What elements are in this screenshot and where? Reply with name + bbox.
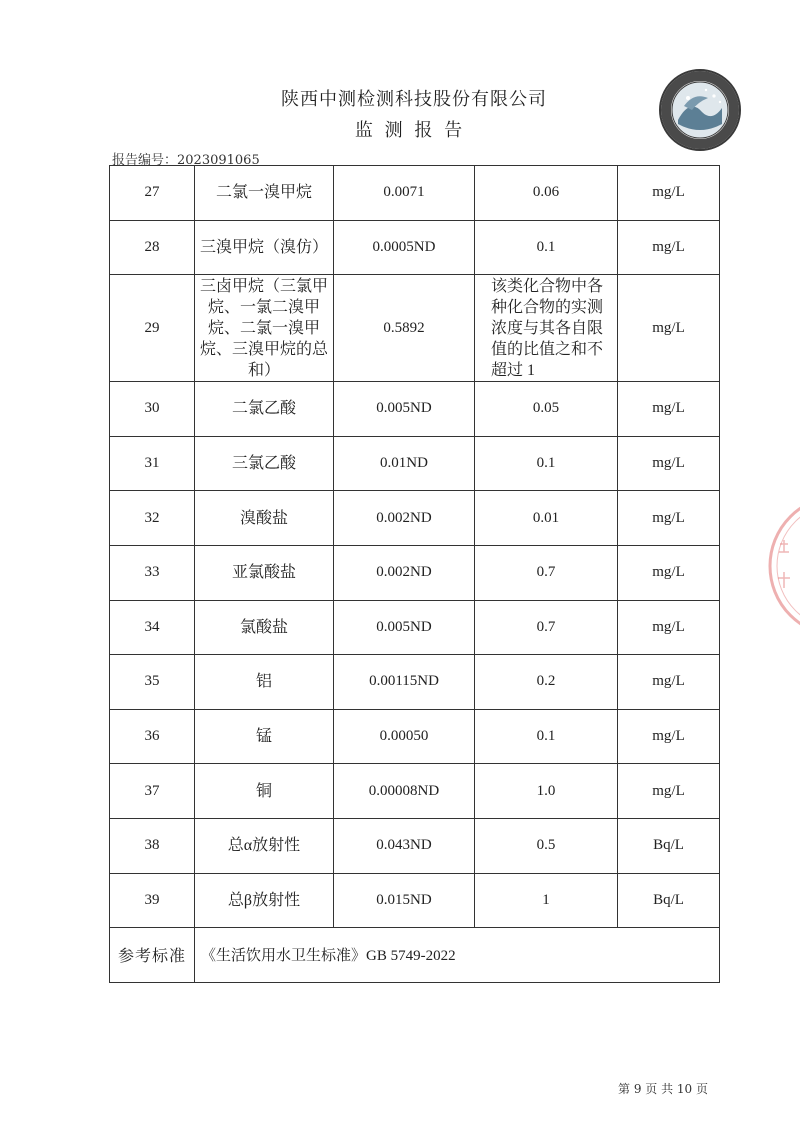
- item-name: 总β放射性: [195, 873, 334, 928]
- limit-value: 0.2: [475, 655, 618, 710]
- item-name: 三溴甲烷（溴仿）: [195, 220, 334, 275]
- limit-value: 0.1: [475, 709, 618, 764]
- row-number: 33: [110, 545, 195, 600]
- unit: mg/L: [618, 382, 720, 437]
- item-name: 铝: [195, 655, 334, 710]
- table-row: [110, 545, 720, 600]
- row-number: 32: [110, 491, 195, 546]
- result-value: 0.005ND: [334, 600, 475, 655]
- unit: mg/L: [618, 764, 720, 819]
- table-row: [110, 382, 720, 437]
- unit: mg/L: [618, 709, 720, 764]
- row-number: 29: [110, 275, 195, 382]
- row-number: 39: [110, 873, 195, 928]
- item-name: 二氯一溴甲烷: [195, 166, 334, 221]
- limit-value: 0.01: [475, 491, 618, 546]
- row-number: 35: [110, 655, 195, 710]
- result-value: 0.0005ND: [334, 220, 475, 275]
- result-value: 0.0071: [334, 166, 475, 221]
- item-name: 总α放射性: [195, 818, 334, 873]
- unit: mg/L: [618, 491, 720, 546]
- unit: mg/L: [618, 275, 720, 382]
- table-row: [110, 491, 720, 546]
- item-name: 二氯乙酸: [195, 382, 334, 437]
- table-row: [110, 709, 720, 764]
- limit-value: 0.7: [475, 600, 618, 655]
- reference-label: 参考标准: [110, 928, 195, 983]
- table-row: [110, 436, 720, 491]
- report-number-value: 2023091065: [177, 153, 260, 168]
- item-name: 三卤甲烷（三氯甲烷、一氯二溴甲烷、二氯一溴甲烷、三溴甲烷的总和）: [195, 275, 334, 382]
- limit-value: 0.05: [475, 382, 618, 437]
- unit: mg/L: [618, 655, 720, 710]
- unit: mg/L: [618, 545, 720, 600]
- result-value: 0.002ND: [334, 491, 475, 546]
- result-value: 0.00115ND: [334, 655, 475, 710]
- company-name: 陕西中测检测科技股份有限公司: [281, 89, 547, 110]
- unit: mg/L: [618, 166, 720, 221]
- company-logo: [658, 68, 742, 152]
- limit-value: 0.7: [475, 545, 618, 600]
- item-name: 溴酸盐: [195, 491, 334, 546]
- table-row: [110, 166, 720, 221]
- reference-standard: 《生活饮用水卫生标准》GB 5749-2022: [195, 928, 720, 983]
- unit: Bq/L: [618, 873, 720, 928]
- table-row: [110, 275, 720, 382]
- table-row: [110, 655, 720, 710]
- red-seal-partial: [758, 500, 800, 632]
- table-row: [110, 818, 720, 873]
- result-value: 0.002ND: [334, 545, 475, 600]
- row-number: 28: [110, 220, 195, 275]
- row-number: 36: [110, 709, 195, 764]
- unit: mg/L: [618, 600, 720, 655]
- result-value: 0.043ND: [334, 818, 475, 873]
- company-logo-icon: [658, 68, 742, 152]
- item-name: 三氯乙酸: [195, 436, 334, 491]
- unit: Bq/L: [618, 818, 720, 873]
- result-value: 0.005ND: [334, 382, 475, 437]
- limit-value: 0.06: [475, 166, 618, 221]
- table-row: [110, 220, 720, 275]
- item-name: 锰: [195, 709, 334, 764]
- reference-row: [110, 928, 720, 983]
- limit-value: 该类化合物中各种化合物的实测浓度与其各自限值的比值之和不超过 1: [475, 275, 618, 382]
- item-name: 铜: [195, 764, 334, 819]
- limit-value: 0.5: [475, 818, 618, 873]
- table-row: [110, 764, 720, 819]
- row-number: 38: [110, 818, 195, 873]
- result-value: 0.00050: [334, 709, 475, 764]
- item-name: 氯酸盐: [195, 600, 334, 655]
- results-table: [109, 165, 720, 983]
- result-value: 0.5892: [334, 275, 475, 382]
- result-value: 0.01ND: [334, 436, 475, 491]
- row-number: 37: [110, 764, 195, 819]
- row-number: 31: [110, 436, 195, 491]
- table-row: [110, 873, 720, 928]
- result-value: 0.015ND: [334, 873, 475, 928]
- table-row: [110, 600, 720, 655]
- row-number: 27: [110, 166, 195, 221]
- report-number-label: 报告编号：: [112, 153, 178, 168]
- unit: mg/L: [618, 220, 720, 275]
- limit-value: 0.1: [475, 220, 618, 275]
- page-title: 监 测 报 告: [354, 120, 466, 141]
- limit-value: 1: [475, 873, 618, 928]
- row-number: 34: [110, 600, 195, 655]
- unit: mg/L: [618, 436, 720, 491]
- item-name: 亚氯酸盐: [195, 545, 334, 600]
- row-number: 30: [110, 382, 195, 437]
- result-value: 0.00008ND: [334, 764, 475, 819]
- limit-value: 0.1: [475, 436, 618, 491]
- limit-value: 1.0: [475, 764, 618, 819]
- page-number: 第 9 页 共 10 页: [618, 1082, 708, 1096]
- seal-icon: [758, 500, 800, 632]
